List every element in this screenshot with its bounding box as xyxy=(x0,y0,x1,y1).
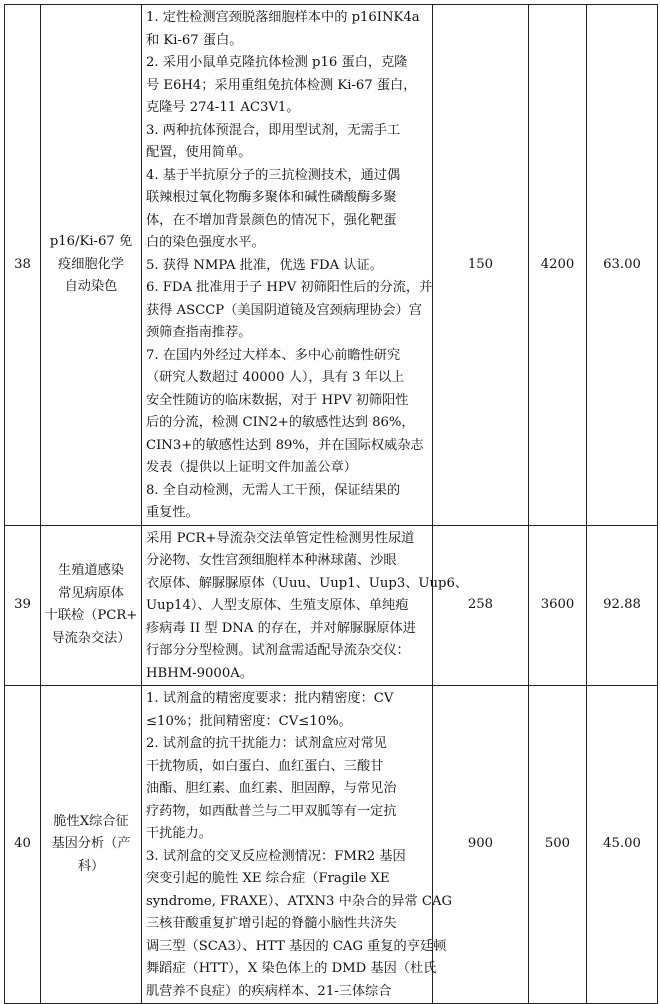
item-description: 1. 定性检测宫颈脱落细胞样本中的 p16INK4a 和 Ki-67 蛋白。 2. 采用小鼠单克隆抗体检测 p16 蛋白，克隆 号 E6H4；采用重组兔抗体检测 Ki-67 蛋白， 克隆号 274-11 AC3V1。 3. 两种抗体预混合，即用型试剂，无需手工 配置，使用简单。 4. 基于半抗原分子的三抗检测技术，通过偶 联辣根过氧化物酶多聚体和碱性磷酸酶多聚 体，在不增加背景颜色的情况下，强化靶蛋 白的染色强度水平。 5. 获得 NMPA 批准，优选 FDA 认证。 6. FDA 批准用于子 HPV 初筛阳性后的分流，并 获得 ASCCP（美国阴道镜及宫颈病理协会）宫 颈筛查指南推荐。 7. 在国内外经过大样本、多中心前瞻性研究 （研究人数超过 40000 人），具有 3 年以上 安全性随访的临床数据，对于 HPV 初筛阳性 后的分流，检测 CIN2+的敏感性达到 86%， CIN3+的敏感性达到 89%，并在国际权威杂志 发表（提供以上证明文件加盖公章） 8. 全自动检测，无需人工干预，保证结果的 重复性。 xyxy=(142,5,433,526)
unit-price: 500 xyxy=(529,686,587,1004)
item-name: 脆性X综合征 基因分析（产 科） xyxy=(41,686,142,1004)
table-row-39 xyxy=(5,525,658,686)
quantity: 258 xyxy=(433,525,529,686)
row-index: 38 xyxy=(5,5,41,526)
amount: 45.00 xyxy=(587,686,658,1004)
quantity: 150 xyxy=(433,5,529,526)
amount: 92.88 xyxy=(587,525,658,686)
row-index: 39 xyxy=(5,525,41,686)
quantity: 900 xyxy=(433,686,529,1004)
item-description: 1. 试剂盒的精密度要求：批内精密度：CV ≤10%；批间精密度：CV≤10%。 2. 试剂盒的抗干扰能力：试剂盒应对常见 干扰物质，如白蛋白、血红蛋白、三酸甘 油酯、胆红素、血红素、胆固醇，与常见治 疗药物，如西酞普兰与二甲双胍等有一定抗 干扰能力。 3. 试剂盒的交叉反应检测情况：FMR2 基因 突变引起的脆性 XE 综合症（Fragile XE syndrome, FRAXE）、ATXN3 中杂合的异常 CAG 三核苷酸重复扩增引起的脊髓小脑性共济失 调三型（SCA3）、HTT 基因的 CAG 重复的亨廷顿 舞蹈症（HTT），X 染色体上的 DMD 基因（杜氏 肌营养不良症）的疾病样本、21-三体综合 xyxy=(142,686,433,1004)
table-row-38 xyxy=(5,5,658,526)
row-index: 40 xyxy=(5,686,41,1004)
procurement-table xyxy=(4,4,658,1004)
table-row-40 xyxy=(5,686,658,1004)
item-description: 采用 PCR+导流杂交法单管定性检测男性尿道 分泌物、女性宫颈细胞样本种淋球菌、沙眼 衣原体、解脲脲原体（Uuu、Uup1、Uup3、Uup6、 Uup14）、人型支原体、生殖支原体、单纯疱 疹病毒 II 型 DNA 的存在，并对解脲脲原体进 行部分分型检测。试剂盒需适配导流杂交仪： HBHM-9000A。 xyxy=(142,525,433,686)
unit-price: 3600 xyxy=(529,525,587,686)
item-name: p16/Ki-67 免 疫细胞化学 自动染色 xyxy=(41,5,142,526)
unit-price: 4200 xyxy=(529,5,587,526)
item-name: 生殖道感染 常见病原体 十联检（PCR+ 导流杂交法） xyxy=(41,525,142,686)
amount: 63.00 xyxy=(587,5,658,526)
